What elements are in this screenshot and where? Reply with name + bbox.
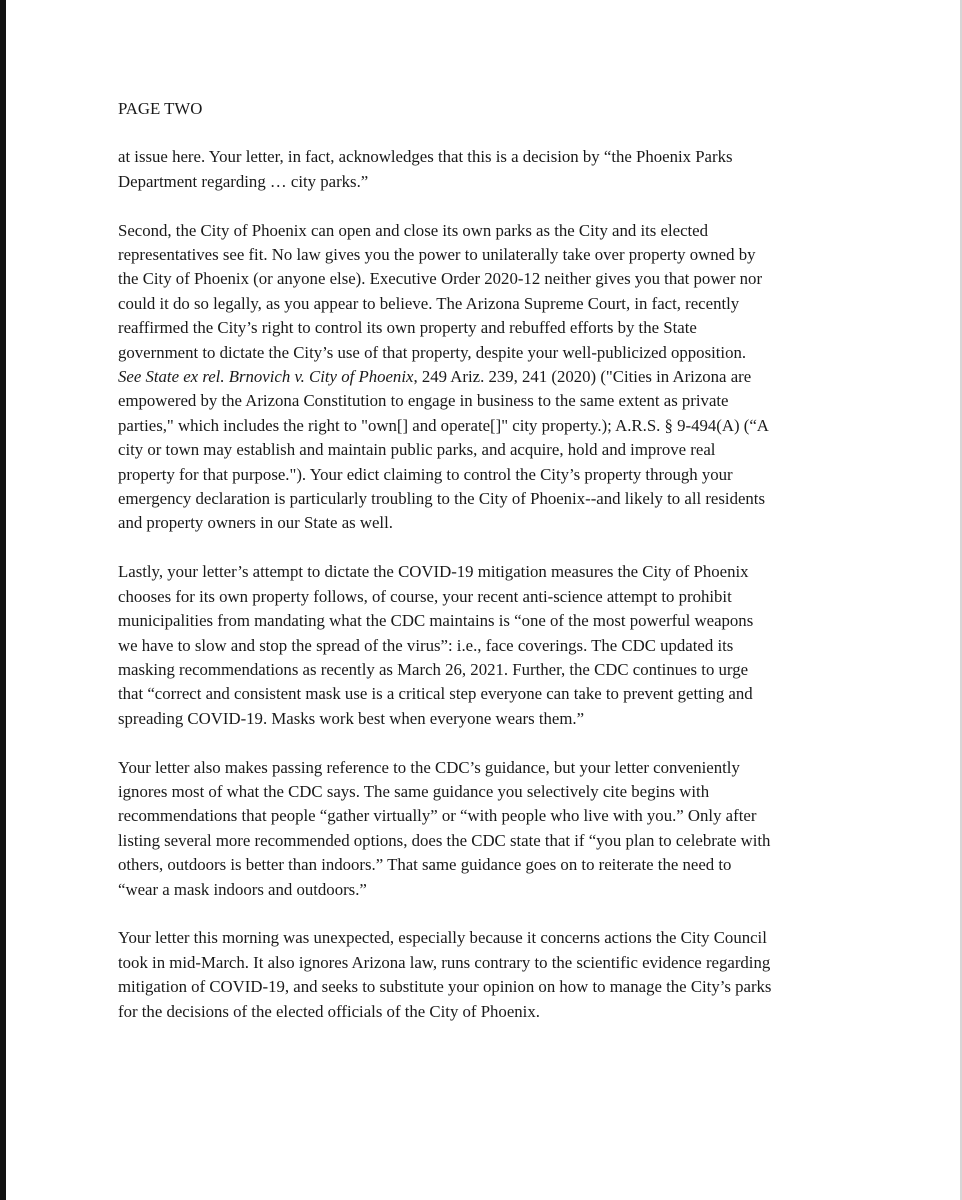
text-line: emergency declaration is particularly troubling to the City of Phoenix--and likely to all residents (118, 489, 765, 509)
text-line: Department regarding … city parks.” (118, 171, 369, 191)
text-line: reaffirmed the City’s right to control its own property and rebuffed efforts by the State (118, 318, 697, 338)
page-label: PAGE TWO (118, 99, 203, 118)
text-line: Lastly, your letter’s attempt to dictate the COVID-19 mitigation measures the City of Phoenix (118, 562, 749, 582)
text-line: parties," which includes the right to "own[] and operate[]" city property.); A.R.S. § 9-494(A) (“A (118, 415, 769, 435)
citation-text: , 249 Ariz. 239, 241 (2020) ("Cities in Arizona are (413, 367, 752, 387)
text-line: chooses for its own property follows, of course, your recent anti-science attempt to prohibit (118, 586, 732, 606)
text-line: for the decisions of the elected officials of the City of Phoenix. (118, 1001, 540, 1021)
letter-page (118, 97, 858, 1048)
text-line: masking recommendations as recently as March 26, 2021. Further, the CDC continues to urge (118, 659, 749, 679)
text-line: “wear a mask indoors and outdoors.” (118, 879, 367, 899)
text-line: took in mid-March. It also ignores Arizona law, runs contrary to the scientific evidence regarding (118, 952, 771, 972)
text-line: spreading COVID-19. Masks work best when everyone wears them.” (118, 708, 585, 728)
text-line: government to dictate the City’s use of that property, despite your well-publicized opposition. (118, 342, 747, 362)
text-line: ignores most of what the CDC says. The same guidance you selectively cite begins with (118, 781, 710, 801)
citation-line (118, 365, 858, 389)
scan-left-edge (0, 0, 6, 1200)
text-line: and property owners in our State as well. (118, 513, 393, 533)
text-line: Your letter also makes passing reference to the CDC’s guidance, but your letter conveniently (118, 757, 740, 777)
text-line: Second, the City of Phoenix can open and close its own parks as the City and its elected (118, 220, 709, 240)
case-citation: See State ex rel. Brnovich v. City of Phoenix (118, 367, 414, 387)
text-line: municipalities from mandating what the CDC maintains is “one of the most powerful weapons (118, 611, 754, 631)
paragraph-conclusion (118, 926, 858, 1024)
text-line: at issue here. Your letter, in fact, acknowledges that this is a decision by “the Phoenix Parks (118, 147, 733, 167)
text-line: property for that purpose."). Your edict claiming to control the City’s property through your (118, 464, 733, 484)
text-line: empowered by the Arizona Constitution to engage in business to the same extent as private (118, 391, 729, 411)
text-line: that “correct and consistent mask use is a critical step everyone can take to prevent getting and (118, 684, 753, 704)
text-line: others, outdoors is better than indoors.” That same guidance goes on to reiterate the need to (118, 855, 732, 875)
paragraph-property-rights (118, 219, 858, 536)
text-line: city or town may establish and maintain public parks, and acquire, hold and improve real (118, 440, 716, 460)
text-line: could it do so legally, as you appear to believe. The Arizona Supreme Court, in fact, recently (118, 293, 740, 313)
paragraph-continuation (118, 145, 858, 194)
paragraph-cdc-guidance (118, 756, 858, 902)
text-line: we have to slow and stop the spread of the virus”: i.e., face coverings. The CDC updated its (118, 635, 734, 655)
text-line: Your letter this morning was unexpected, especially because it concerns actions the City Council (118, 928, 767, 948)
text-line: representatives see fit. No law gives you the power to unilaterally take over property owned by (118, 245, 756, 265)
text-line: mitigation of COVID-19, and seeks to substitute your opinion on how to manage the City’s parks (118, 977, 772, 997)
text-line: the City of Phoenix (or anyone else). Executive Order 2020-12 neither gives you that power nor (118, 269, 763, 289)
text-line: listing several more recommended options, does the CDC state that if “you plan to celebrate with (118, 830, 771, 850)
text-line: recommendations that people “gather virtually” or “with people who live with you.” Only after (118, 806, 757, 826)
paragraph-covid-mitigation (118, 560, 858, 731)
